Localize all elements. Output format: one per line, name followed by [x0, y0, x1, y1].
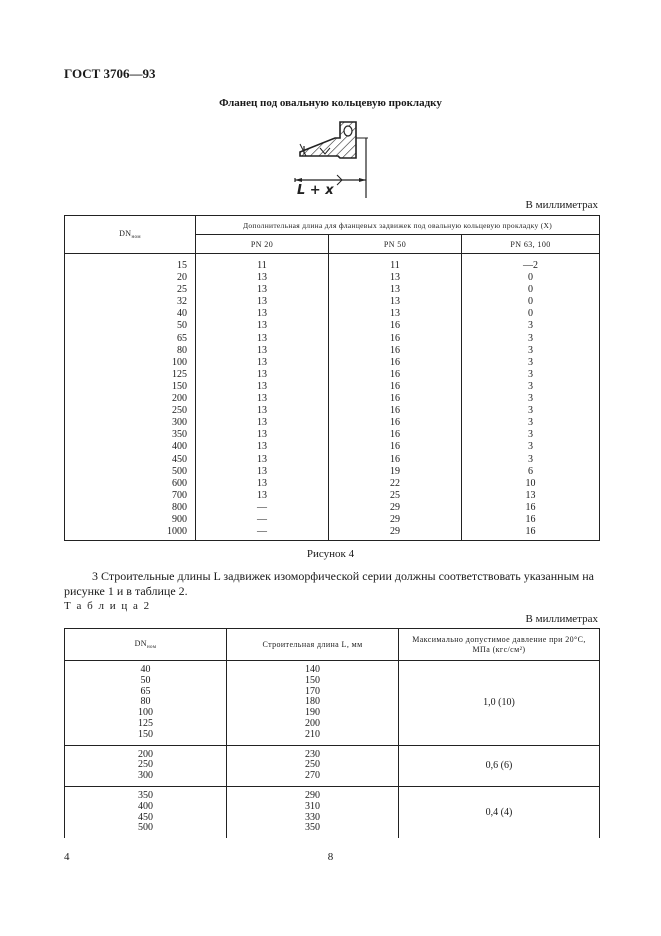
- table-cell: 3: [528, 320, 533, 332]
- table-cell: 25: [177, 284, 187, 296]
- table-cell: 80: [177, 344, 187, 356]
- table-cell: 350: [305, 822, 320, 834]
- table-cell: 250: [305, 759, 320, 771]
- table-cell: —2: [523, 260, 538, 271]
- table-cell: 10: [525, 477, 536, 489]
- table-cell: 16: [525, 526, 536, 538]
- table-cell: 16: [390, 429, 400, 441]
- table-cell: 330: [305, 811, 320, 823]
- table-cell: 16: [390, 344, 400, 356]
- pressure-header: Максимально допустимое давление при 20°С, МПа (кгс/см²): [399, 629, 600, 661]
- units-label: В миллиметрах: [525, 199, 598, 211]
- table-cell: 3: [528, 429, 533, 441]
- table-cell: 3: [528, 405, 533, 417]
- table-cell: 0: [528, 296, 533, 308]
- table-cell: 65: [140, 685, 151, 697]
- dn-cell: [65, 745, 227, 786]
- flange-drawing: [280, 118, 390, 202]
- table-cell: 16: [390, 356, 400, 368]
- table-cell: 3: [528, 356, 533, 368]
- table-cell: 16: [390, 332, 400, 344]
- table-cell: 200: [305, 717, 320, 729]
- table-cell: 20: [177, 272, 187, 284]
- table-cell: 15: [177, 260, 187, 271]
- table-row: [65, 786, 600, 838]
- table-cell: 13: [257, 489, 267, 501]
- pressure-cell: 0,6 (6): [399, 745, 600, 786]
- col-header-pn50: PN 50: [329, 235, 462, 254]
- table-cell: 29: [390, 501, 400, 513]
- table-cell: 13: [390, 272, 400, 284]
- table-cell: 100: [172, 356, 187, 368]
- table-cell: 16: [390, 417, 400, 429]
- table-cell: 290: [305, 789, 320, 801]
- table-cell: 500: [172, 465, 187, 477]
- table-cell: 16: [390, 405, 400, 417]
- table-cell: —: [257, 526, 267, 538]
- table-cell: 150: [138, 728, 153, 740]
- table-cell: 11: [390, 260, 400, 271]
- table-cell: 3: [528, 380, 533, 392]
- table-cell: 29: [390, 526, 400, 538]
- figure-title: Фланец под овальную кольцевую прокладку: [219, 97, 442, 109]
- table-cell: 180: [305, 696, 320, 708]
- table-cell: 40: [177, 308, 187, 320]
- dn-header-2: $DN_{ном}$: [65, 629, 227, 661]
- table-cell: 13: [257, 465, 267, 477]
- table-cell: 3: [528, 332, 533, 344]
- table-cell: 800: [172, 501, 187, 513]
- table-cell: 29: [390, 513, 400, 525]
- table-cell: 13: [257, 417, 267, 429]
- table-cell: 19: [390, 465, 400, 477]
- table-cell: 65: [177, 332, 187, 344]
- table-cell: 13: [257, 332, 267, 344]
- table-cell: 13: [390, 284, 400, 296]
- table-cell: 3: [528, 393, 533, 405]
- table-cell: 700: [172, 489, 187, 501]
- table-cell: 0: [528, 308, 533, 320]
- table-cell: 250: [138, 759, 153, 771]
- pn50-column: [329, 254, 462, 541]
- table-cell: —: [257, 501, 267, 513]
- table-cell: 300: [172, 417, 187, 429]
- document-header: ГОСТ 3706—93: [64, 66, 156, 81]
- table-cell: 6: [528, 465, 533, 477]
- table-cell: 350: [138, 789, 153, 801]
- dn-header: $DN_{ном}$: [65, 216, 196, 254]
- table-row: [65, 661, 600, 746]
- dn-column: [65, 254, 196, 541]
- pressure-cell: 0,4 (4): [399, 786, 600, 838]
- table-cell: 13: [257, 477, 267, 489]
- table-row: [65, 745, 600, 786]
- table-cell: 13: [257, 308, 267, 320]
- length-header: Строительная длина L, мм: [227, 629, 399, 661]
- col-header-pn63-100: PN 63, 100: [462, 235, 600, 254]
- table-cell: 150: [172, 380, 187, 392]
- table-cell: 50: [140, 674, 151, 686]
- table-cell: 3: [528, 368, 533, 380]
- table-cell: 80: [140, 696, 151, 708]
- table-cell: 13: [257, 429, 267, 441]
- dn-cell: [65, 786, 227, 838]
- table-cell: 13: [257, 405, 267, 417]
- table-cell: 16: [390, 320, 400, 332]
- table-2: [64, 628, 600, 838]
- table-cell: 25: [390, 489, 400, 501]
- table-cell: 250: [172, 405, 187, 417]
- table-cell: 13: [257, 320, 267, 332]
- table-cell: 50: [177, 320, 187, 332]
- length-cell: [227, 745, 399, 786]
- table-cell: 16: [525, 513, 536, 525]
- pn20-column: [196, 254, 329, 541]
- table-cell: 600: [172, 477, 187, 489]
- table-cell: 32: [177, 296, 187, 308]
- table-cell: 210: [305, 728, 320, 740]
- group-header: Дополнительная длина для фланцевых задвижек под овальную кольцевую прокладку (X): [196, 216, 600, 235]
- table-cell: 16: [390, 368, 400, 380]
- table-cell: 200: [138, 748, 153, 760]
- table-cell: 450: [172, 453, 187, 465]
- table-cell: 450: [138, 811, 153, 823]
- table-cell: 100: [138, 707, 153, 719]
- table-cell: 300: [138, 770, 153, 782]
- table-cell: 900: [172, 513, 187, 525]
- table-cell: 200: [172, 393, 187, 405]
- table-cell: 22: [390, 477, 400, 489]
- table-cell: 400: [138, 800, 153, 812]
- table-cell: 40: [140, 664, 151, 675]
- table-cell: 125: [172, 368, 187, 380]
- table-cell: 3: [528, 441, 533, 453]
- table-cell: 13: [257, 380, 267, 392]
- table-label: Т а б л и ц а 2: [64, 600, 151, 612]
- table-cell: 16: [390, 393, 400, 405]
- table-cell: 230: [305, 748, 320, 760]
- table-cell: 13: [390, 296, 400, 308]
- table-cell: 16: [390, 453, 400, 465]
- table-cell: 0: [528, 284, 533, 296]
- table-cell: 13: [257, 284, 267, 296]
- paragraph: 3 Строительные длины L задвижек изоморфической серии должны соответствовать указанным на рисунке 1 и в таблице 2.: [64, 569, 594, 598]
- table-cell: —: [257, 513, 267, 525]
- table-cell: 170: [305, 685, 320, 697]
- table-cell: 13: [257, 453, 267, 465]
- table-cell: 16: [390, 441, 400, 453]
- table-cell: 310: [305, 800, 320, 812]
- table-cell: 3: [528, 344, 533, 356]
- table-cell: 1000: [167, 526, 187, 538]
- table-cell: 500: [138, 822, 153, 834]
- table-cell: 3: [528, 417, 533, 429]
- table-1: [64, 215, 600, 541]
- length-cell: [227, 661, 399, 746]
- pn63-column: [462, 254, 600, 541]
- table-cell: 150: [305, 674, 320, 686]
- table-cell: 3: [528, 453, 533, 465]
- table-cell: 13: [257, 296, 267, 308]
- page-number-center: 8: [327, 851, 334, 863]
- length-cell: [227, 786, 399, 838]
- dn-cell: [65, 661, 227, 746]
- table-cell: 125: [138, 717, 153, 729]
- table-cell: 140: [305, 664, 320, 675]
- figure-caption: Рисунок 4: [306, 548, 355, 560]
- table-cell: 13: [390, 308, 400, 320]
- table-cell: 13: [257, 393, 267, 405]
- dimension-label: L + x: [297, 183, 334, 198]
- table-cell: 13: [257, 356, 267, 368]
- table-cell: 13: [257, 272, 267, 284]
- table-cell: 13: [257, 441, 267, 453]
- table-cell: 0: [528, 272, 533, 284]
- table-cell: 270: [305, 770, 320, 782]
- table-cell: 190: [305, 707, 320, 719]
- units-label-2: В миллиметрах: [525, 613, 598, 625]
- table-cell: 16: [390, 380, 400, 392]
- page-number-left: 4: [64, 851, 70, 863]
- table-cell: 16: [525, 501, 536, 513]
- table-cell: 350: [172, 429, 187, 441]
- table-cell: 13: [525, 489, 536, 501]
- table-cell: 11: [257, 260, 267, 271]
- pressure-cell: 1,0 (10): [399, 661, 600, 746]
- table-cell: 400: [172, 441, 187, 453]
- table-cell: 13: [257, 344, 267, 356]
- table-cell: 13: [257, 368, 267, 380]
- col-header-pn20: PN 20: [196, 235, 329, 254]
